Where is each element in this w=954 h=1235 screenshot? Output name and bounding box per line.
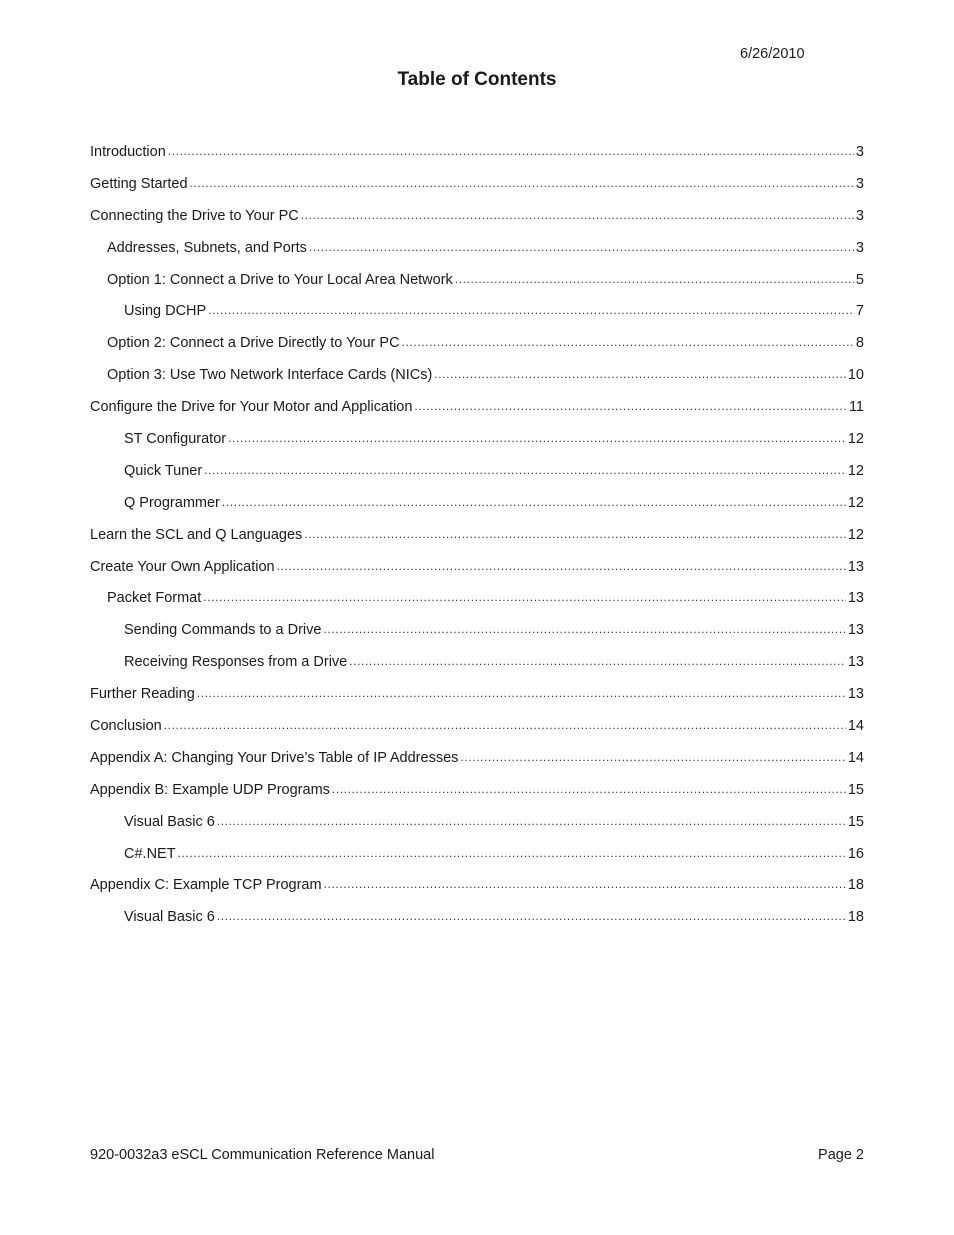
- toc-dot-leader: [323, 621, 845, 637]
- toc-dot-leader: [349, 653, 846, 669]
- toc-dot-leader: [460, 749, 845, 765]
- toc-entry-label: Further Reading: [90, 686, 195, 703]
- toc-entry-label: Addresses, Subnets, and Ports: [107, 239, 307, 256]
- toc-entry[interactable]: [90, 144, 864, 176]
- toc-entry[interactable]: [90, 176, 864, 208]
- toc-entry-label: Learn the SCL and Q Languages: [90, 526, 303, 543]
- toc-entry-label: Visual Basic 6: [124, 813, 215, 830]
- document-date: 6/26/2010: [740, 46, 805, 62]
- toc-entry-page: 13: [847, 686, 864, 703]
- toc-entry-page: 10: [847, 367, 864, 384]
- toc-entry-page: 18: [847, 909, 864, 926]
- toc-entry[interactable]: [90, 527, 864, 559]
- toc-dot-leader: [217, 813, 846, 829]
- toc-dot-leader: [190, 175, 854, 191]
- table-of-contents: [90, 144, 864, 941]
- toc-entry-label: Conclusion: [90, 718, 162, 735]
- toc-entry-page: 16: [847, 845, 864, 862]
- toc-entry-page: 14: [847, 749, 864, 766]
- toc-entry-page: 3: [855, 239, 864, 256]
- footer-document-id: 920-0032a3 eSCL Communication Reference Manual: [90, 1147, 435, 1163]
- toc-entry-label: Create Your Own Application: [90, 558, 275, 575]
- toc-entry[interactable]: [90, 590, 864, 622]
- toc-entry-label: Q Programmer: [124, 494, 220, 511]
- toc-dot-leader: [414, 398, 847, 414]
- toc-entry[interactable]: [90, 686, 864, 718]
- toc-entry-label: Packet Format: [107, 590, 202, 607]
- toc-dot-leader: [402, 334, 854, 350]
- toc-entry-label: Appendix C: Example TCP Program: [90, 877, 322, 894]
- toc-entry-label: Visual Basic 6: [124, 909, 215, 926]
- toc-entry-page: 3: [855, 207, 864, 224]
- toc-entry[interactable]: [90, 622, 864, 654]
- toc-dot-leader: [309, 239, 854, 255]
- toc-entry-label: Connecting the Drive to Your PC: [90, 207, 299, 224]
- toc-entry-label: Receiving Responses from a Drive: [124, 654, 348, 671]
- toc-dot-leader: [168, 143, 854, 159]
- toc-entry[interactable]: [90, 814, 864, 846]
- toc-entry[interactable]: [90, 846, 864, 878]
- toc-entry-label: C#.NET: [124, 845, 176, 862]
- page-title: Table of Contents: [397, 69, 557, 90]
- toc-entry[interactable]: [90, 654, 864, 686]
- toc-entry-page: 12: [847, 431, 864, 448]
- toc-dot-leader: [203, 589, 846, 605]
- toc-dot-leader: [332, 781, 846, 797]
- toc-entry-label: Configure the Drive for Your Motor and Application: [90, 399, 413, 416]
- toc-dot-leader: [204, 462, 846, 478]
- toc-entry[interactable]: [90, 399, 864, 431]
- toc-entry-page: 13: [847, 654, 864, 671]
- toc-entry-label: Option 2: Connect a Drive Directly to Your PC: [107, 335, 400, 352]
- toc-entry-label: Using DCHP: [124, 303, 207, 320]
- toc-dot-leader: [197, 685, 846, 701]
- toc-entry-page: 13: [847, 590, 864, 607]
- toc-entry-page: 12: [847, 526, 864, 543]
- toc-entry-page: 12: [847, 462, 864, 479]
- toc-entry[interactable]: [90, 559, 864, 591]
- toc-entry-page: 8: [855, 335, 864, 352]
- toc-entry[interactable]: [90, 463, 864, 495]
- toc-entry[interactable]: [90, 272, 864, 304]
- toc-entry[interactable]: [90, 240, 864, 272]
- toc-entry[interactable]: [90, 877, 864, 909]
- toc-dot-leader: [324, 876, 846, 892]
- toc-dot-leader: [208, 302, 854, 318]
- toc-entry[interactable]: [90, 335, 864, 367]
- toc-entry-page: 18: [847, 877, 864, 894]
- toc-entry[interactable]: [90, 909, 864, 941]
- toc-dot-leader: [277, 558, 846, 574]
- toc-dot-leader: [455, 271, 854, 287]
- toc-dot-leader: [222, 494, 846, 510]
- toc-entry-label: Option 3: Use Two Network Interface Cards (NICs): [107, 367, 433, 384]
- toc-dot-leader: [164, 717, 846, 733]
- toc-entry-page: 15: [847, 781, 864, 798]
- toc-dot-leader: [304, 526, 846, 542]
- toc-entry-page: 3: [855, 175, 864, 192]
- toc-entry-page: 12: [847, 494, 864, 511]
- toc-dot-leader: [301, 207, 854, 223]
- toc-entry-label: Appendix A: Changing Your Drive’s Table of IP Addresses: [90, 749, 459, 766]
- toc-entry-page: 13: [847, 558, 864, 575]
- toc-entry-label: Sending Commands to a Drive: [124, 622, 322, 639]
- toc-entry-page: 14: [847, 718, 864, 735]
- toc-dot-leader: [434, 366, 846, 382]
- toc-entry[interactable]: [90, 431, 864, 463]
- toc-entry-page: 13: [847, 622, 864, 639]
- toc-entry-page: 15: [847, 813, 864, 830]
- toc-entry[interactable]: [90, 367, 864, 399]
- toc-entry[interactable]: [90, 718, 864, 750]
- toc-entry-page: 5: [855, 271, 864, 288]
- toc-entry[interactable]: [90, 495, 864, 527]
- toc-entry-label: Getting Started: [90, 175, 188, 192]
- toc-entry-label: Introduction: [90, 144, 166, 160]
- toc-entry-label: ST Configurator: [124, 431, 227, 448]
- toc-entry-page: 11: [848, 399, 864, 416]
- toc-entry[interactable]: [90, 782, 864, 814]
- toc-dot-leader: [178, 845, 846, 861]
- toc-dot-leader: [217, 908, 846, 924]
- toc-entry-page: 3: [855, 144, 864, 160]
- toc-entry[interactable]: [90, 750, 864, 782]
- toc-entry-page: 7: [855, 303, 864, 320]
- toc-entry[interactable]: [90, 208, 864, 240]
- footer-page-number: Page 2: [818, 1147, 864, 1163]
- toc-dot-leader: [228, 430, 846, 446]
- toc-entry-label: Appendix B: Example UDP Programs: [90, 781, 330, 798]
- toc-entry[interactable]: [90, 303, 864, 335]
- toc-entry-label: Quick Tuner: [124, 462, 203, 479]
- toc-entry-label: Option 1: Connect a Drive to Your Local Area Network: [107, 271, 453, 288]
